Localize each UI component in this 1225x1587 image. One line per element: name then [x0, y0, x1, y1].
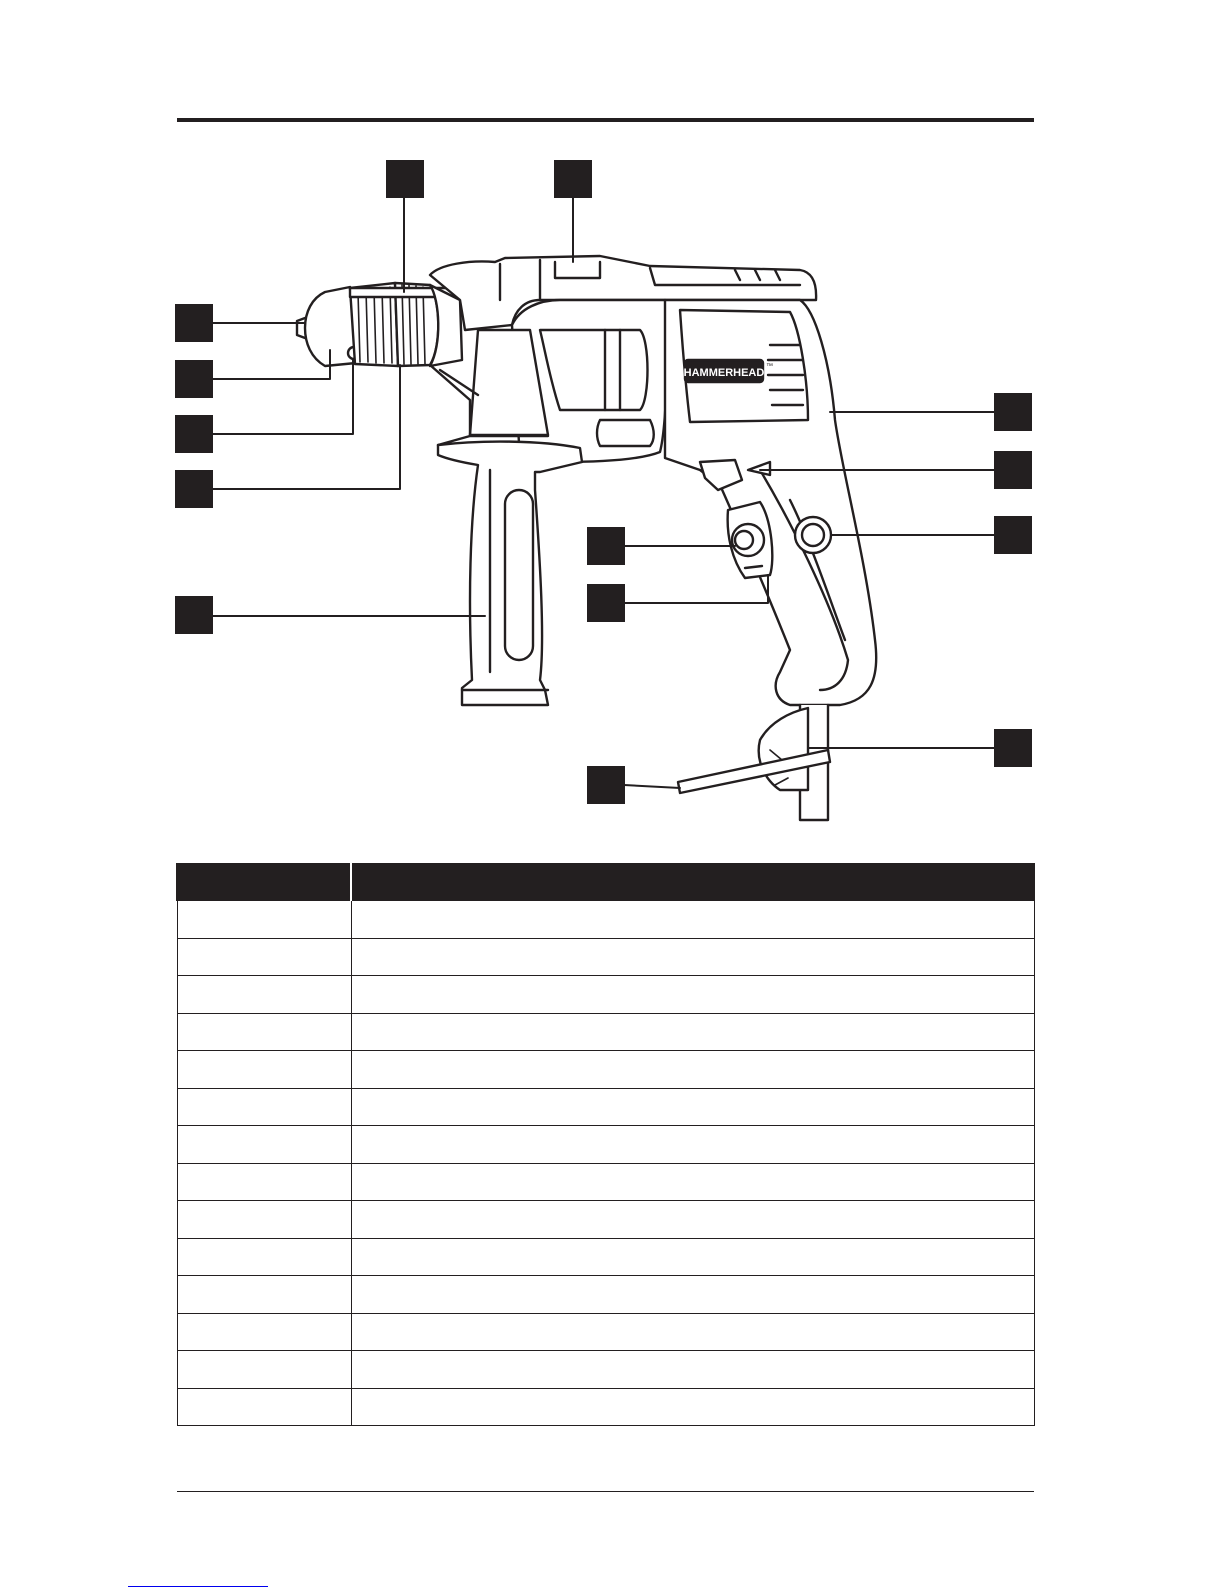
callout-square-icon [175, 415, 213, 453]
table-row [177, 1163, 1034, 1201]
part-name [351, 1201, 1034, 1239]
part-id [177, 1351, 351, 1389]
table-row [177, 1126, 1034, 1164]
table-row [177, 1351, 1034, 1389]
part-name [351, 976, 1034, 1014]
callout-square-icon [587, 527, 625, 565]
callout-square-icon [587, 766, 625, 804]
callout-square-icon [175, 596, 213, 634]
table-row [177, 1388, 1034, 1426]
callout-square-icon [554, 160, 592, 198]
part-id [177, 1238, 351, 1276]
table-row [177, 938, 1034, 976]
part-id [177, 1163, 351, 1201]
table-row [177, 1088, 1034, 1126]
part-id [177, 901, 351, 938]
brand-logo: HAMMERHEAD [683, 367, 765, 379]
table-row [177, 1276, 1034, 1314]
header-col-a [177, 863, 351, 901]
part-id [177, 1313, 351, 1351]
trademark-mark: ™ [766, 363, 773, 370]
callout-square-icon [994, 393, 1032, 431]
part-id [177, 976, 351, 1014]
part-id [177, 938, 351, 976]
table-row [177, 976, 1034, 1014]
callout-square-icon [587, 584, 625, 622]
parts-table-header [177, 863, 1034, 901]
hammer-drill-icon [297, 256, 876, 820]
part-name [351, 1238, 1034, 1276]
part-name [351, 1163, 1034, 1201]
part-name [351, 1013, 1034, 1051]
callout-square-icon [175, 470, 213, 508]
part-name [351, 1276, 1034, 1314]
part-id [177, 1276, 351, 1314]
table-row [177, 1201, 1034, 1239]
callout-square-icon [994, 729, 1032, 767]
part-id [177, 1013, 351, 1051]
callout-square-icon [994, 451, 1032, 489]
table-row [177, 1013, 1034, 1051]
part-name [351, 1088, 1034, 1126]
part-id [177, 1126, 351, 1164]
part-name [351, 1051, 1034, 1089]
table-row [177, 1238, 1034, 1276]
part-id [177, 1201, 351, 1239]
part-name [351, 938, 1034, 976]
parts-table [176, 863, 1035, 1426]
callout-square-icon [175, 360, 213, 398]
part-name [351, 1351, 1034, 1389]
table-row [177, 1313, 1034, 1351]
table-row [177, 1051, 1034, 1089]
part-name [351, 1388, 1034, 1426]
part-id [177, 1088, 351, 1126]
part-name [351, 901, 1034, 938]
part-name [351, 1126, 1034, 1164]
callout-square-icon [994, 516, 1032, 554]
callout-square-icon [386, 160, 424, 198]
header-col-b [351, 863, 1034, 901]
part-id [177, 1051, 351, 1089]
table-row [177, 901, 1034, 938]
part-name [351, 1313, 1034, 1351]
part-id [177, 1388, 351, 1426]
callout-square-icon [175, 304, 213, 342]
bottom-rule [177, 1491, 1034, 1492]
